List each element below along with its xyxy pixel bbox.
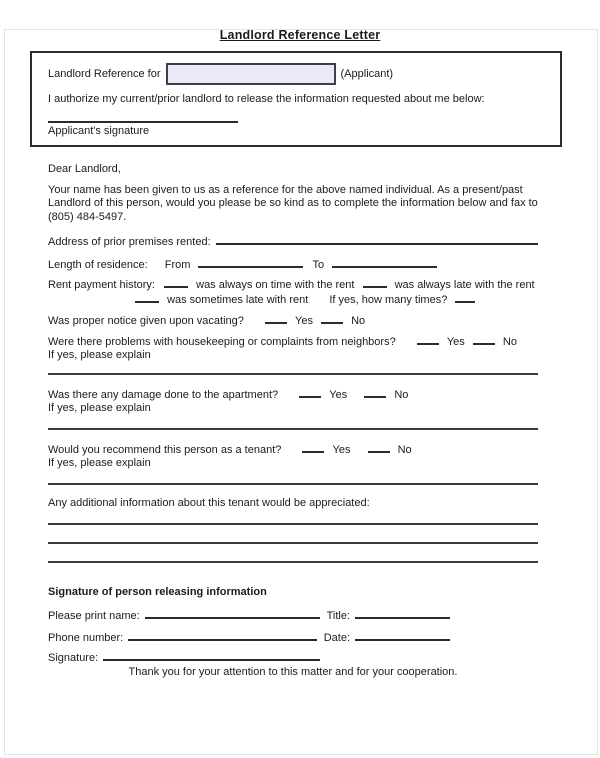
address-row — [48, 235, 538, 250]
applicant-name-field[interactable] — [166, 63, 336, 85]
phone-label: Phone number: — [48, 632, 124, 644]
rent-sometimes-late-blank — [135, 293, 159, 303]
housekeeping-question-row — [48, 335, 538, 350]
phone-blank — [128, 631, 316, 641]
recommend-question-row — [48, 443, 538, 458]
damage-question-label: Was there any damage done to the apartment? — [48, 388, 279, 401]
recommend-yes-label: Yes — [332, 443, 351, 456]
intro-line-2: Landlord of this person, would you please be so kind as to complete the information below and fax to — [48, 197, 538, 209]
date-label: Date: — [323, 632, 350, 644]
phone-row — [48, 631, 450, 646]
residence-label: Length of residence: — [48, 258, 148, 271]
notice-question-row — [48, 314, 538, 329]
rent-always-late-blank — [363, 278, 387, 288]
residence-from-blank — [198, 258, 303, 268]
damage-explain-label: If yes, please explain — [48, 402, 151, 414]
housekeeping-no-blank — [473, 335, 495, 345]
address-blank — [216, 235, 538, 245]
rent-on-time-label: was always on time with the rent — [196, 279, 355, 291]
recommend-yes-blank — [302, 443, 324, 453]
damage-yes-label: Yes — [329, 388, 348, 401]
release-signature-label: Signature: — [48, 651, 99, 664]
intro-line-1: Your name has been given to us as a reference for the above named individual. As a present/past — [48, 183, 523, 196]
salutation: Dear Landlord, — [48, 163, 121, 175]
from-label: From — [164, 258, 191, 271]
damage-explain-line — [48, 428, 538, 430]
rent-always-late-label: was always late with the rent — [394, 279, 535, 291]
residence-row — [48, 258, 538, 273]
housekeeping-explain-line — [48, 373, 538, 375]
rent-history-label: Rent payment history: — [48, 279, 155, 291]
housekeeping-yes-label: Yes — [446, 335, 465, 348]
authorization-statement: I authorize my current/prior landlord to release the information requested about me below: — [48, 93, 485, 105]
housekeeping-yes-blank — [417, 335, 439, 345]
notice-yes-label: Yes — [295, 315, 313, 327]
print-name-blank — [145, 609, 320, 619]
residence-to-blank — [332, 258, 437, 268]
reference-for-label: Landlord Reference for — [48, 68, 161, 80]
rent-on-time-blank — [164, 278, 188, 288]
additional-info-label: Any additional information about this tenant would be appreciated: — [48, 496, 370, 509]
damage-question-row — [48, 388, 538, 403]
recommend-explain-label: If yes, please explain — [48, 457, 151, 469]
damage-no-blank — [364, 388, 386, 398]
housekeeping-no-label: No — [502, 335, 517, 348]
applicant-label: (Applicant) — [340, 68, 394, 80]
intro-line-3: (805) 484-5497. — [48, 210, 127, 223]
housekeeping-question-label: Were there problems with housekeeping or complaints from neighbors? — [48, 335, 396, 348]
additional-info-line-3 — [48, 561, 538, 563]
title-label: Title: — [326, 609, 350, 622]
notice-yes-blank — [265, 314, 287, 324]
page-title: Landlord Reference Letter — [219, 28, 381, 42]
applicant-signature-line — [48, 121, 238, 123]
additional-info-line-2 — [48, 542, 538, 544]
damage-yes-blank — [299, 388, 321, 398]
authorization-box — [30, 51, 562, 147]
release-section-heading: Signature of person releasing information — [48, 586, 267, 598]
release-signature-row — [48, 651, 320, 666]
damage-no-label: No — [394, 388, 409, 401]
print-name-row — [48, 609, 450, 624]
additional-info-line-1 — [48, 523, 538, 525]
applicant-reference-row — [48, 63, 544, 85]
rent-history-row-2 — [135, 293, 538, 308]
recommend-no-blank — [368, 443, 390, 453]
release-signature-blank — [103, 651, 320, 661]
intro-paragraph — [48, 184, 538, 225]
recommend-no-label: No — [397, 443, 412, 456]
rent-how-many-label: If yes, how many times? — [329, 293, 448, 306]
to-label: To — [312, 258, 325, 271]
date-blank — [355, 631, 450, 641]
closing-text: Thank you for your attention to this matter and for your cooperation. — [128, 666, 458, 678]
rent-how-many-blank — [455, 293, 475, 303]
notice-no-blank — [321, 314, 343, 324]
print-name-label: Please print name: — [48, 609, 140, 622]
rent-sometimes-late-label: was sometimes late with rent — [167, 293, 309, 306]
rent-history-row — [48, 278, 538, 293]
housekeeping-explain-label: If yes, please explain — [48, 349, 151, 361]
title-blank — [355, 609, 450, 619]
notice-question-label: Was proper notice given upon vacating? — [48, 315, 244, 327]
notice-no-label: No — [351, 315, 366, 327]
letter-body — [48, 163, 538, 680]
recommend-explain-line — [48, 483, 538, 485]
applicant-signature-caption: Applicant's signature — [48, 125, 150, 137]
recommend-question-label: Would you recommend this person as a tenant? — [48, 443, 282, 456]
address-label: Address of prior premises rented: — [48, 236, 211, 248]
